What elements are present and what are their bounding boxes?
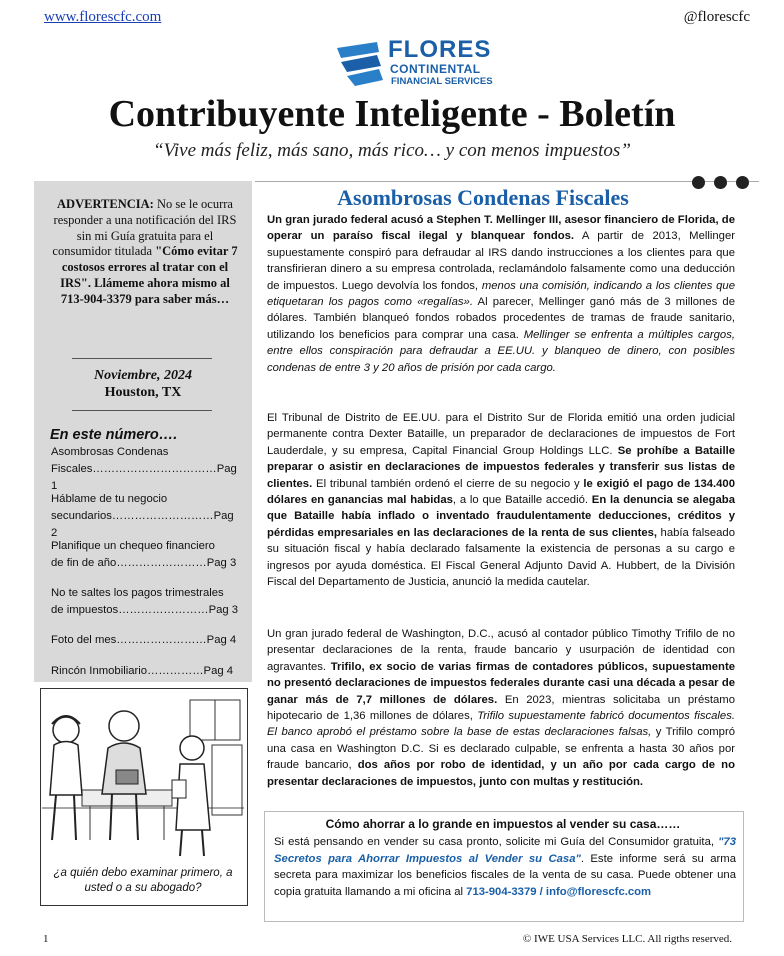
toc-item[interactable]	[51, 632, 239, 649]
copyright-notice: © IWE USA Services LLC. All rigths reserved.	[522, 933, 732, 945]
logo-services: FINANCIAL SERVICES	[391, 76, 493, 87]
article-top-rule	[255, 181, 759, 182]
article-paragraph: Un gran jurado federal acusó a Stephen T. Mellinger III, asesor financiero de Florida, de operar un paraíso fiscal ilegal y blanquear fondos. A partir de 2013, Mellinger supuestamente conspiró para defraudar al IRS dando instrucciones a los clientes para que transfirieran dinero a su empresa controlada, reclamándolo falsamente como una deducción de impuestos. Luego devolvía los fondos, menos una comisión, indicando a los clientes que etiquetaran los pagos como «regalías». Al parecer, Mellinger ganó más de 3 millones de dólares. También blanqueó fondos robados procedentes de tramas de fraude sanitario, utilizando los beneficios para comprar una casa. Mellinger se enfrenta a múltiples cargos, entre ellos conspiración para defraudar a EE.UU. y blanqueo de dinero, con posibles condenas de entre 3 y 20 años de prisión por cada cargo.	[267, 214, 735, 374]
toc-item-page: de fin de año……………………Pag 3	[51, 557, 237, 569]
toc-item[interactable]	[51, 585, 239, 619]
cartoon-caption: ¿a quién debo examinar primero, a usted o a su abogado?	[53, 867, 233, 894]
irs-warning-notice	[50, 197, 240, 308]
issue-location: Houston, TX	[104, 385, 182, 400]
toc-item-title: No te saltes los pagos trimestrales	[51, 587, 224, 599]
article-title: Asombrosas Condenas Fiscales	[337, 185, 629, 210]
sidebar-divider	[72, 358, 212, 359]
contact-link[interactable]: 713-904-3379 / info@florescfc.com	[466, 885, 652, 898]
toc-item[interactable]	[51, 444, 239, 495]
in-this-issue-heading: En este número….	[50, 427, 178, 443]
newsletter-title: Contribuyente Inteligente - Boletín	[108, 93, 676, 135]
sidebar-divider	[72, 410, 212, 411]
promo-text: Si está pensando en vender su casa pronto, solicite mi Guía del Consumidor gratuita, "73 Secretos para Ahorrar Impuestos al Vender su Casa". Este informe será su arma secreta para maximizar los beneficios fiscales de la venta de su casa. Puede obtener una copia gratuita llamando a mi oficina al 713-904-3379 / info@florescfc.com	[274, 836, 736, 898]
toc-item-title: Rincón Inmobiliario……………Pag 4	[51, 665, 234, 677]
toc-item[interactable]	[51, 663, 239, 680]
promo-title: Cómo ahorrar a lo grande en impuestos al vender su casa……	[325, 817, 681, 831]
toc-item-page: Fiscales……………………………Pag 1	[51, 463, 237, 492]
promo-guide-title: "73 Secretos para Ahorrar Impuestos al Vender su Casa"	[274, 836, 736, 865]
article-paragraph: El Tribunal de Distrito de EE.UU. para el Distrito Sur de Florida emitió una orden judicial permanente contra Dexter Bataille, un preparador de declaraciones de impuestos de Fort Lauderdale, y su empresa, Capital Financial Group Holdings LLC. Se prohíbe a Bataille preparar o asistir en declaraciones de impuestos federales y transferir sus listas de clientes. El tribunal también ordenó el cierre de su negocio y le exigió el pago de 134.400 dólares en ganancias mal habidas, a lo que Bataille accedió. En la denuncia se alegaba que Bataille había inflado o inventado fraudulentamente deducciones, créditos y pérdidas empresariales en las declaraciones de la renta de sus clientes, había falseado su situación fiscal y había declarado falsamente la existencia de personas a su cargo e ingresos por ayuda doméstica. El Fiscal General Adjunto David A. Hubbert, de la División Fiscal del Departamento de Justicia, anunció la medida cautelar.	[267, 412, 736, 589]
newsletter-tagline: “Vive más feliz, más sano, más rico… y con menos impuestos”	[153, 140, 631, 161]
toc-item-title: Asombrosas Condenas	[51, 446, 169, 458]
page-number: 1	[43, 933, 49, 945]
toc-item-title: Foto del mes……………………Pag 4	[51, 634, 237, 646]
website-link[interactable]: www.florescfc.com	[44, 9, 162, 25]
logo-name: FLORES	[388, 36, 492, 63]
issue-date: Noviembre, 2024	[94, 368, 192, 383]
warning-guide-title: "Cómo evitar 7 costosos errores al tratar con el IRS"	[60, 244, 238, 290]
toc-item-page: de impuestos……………………Pag 3	[51, 604, 239, 616]
toc-item-title: Háblame de tu negocio	[51, 493, 168, 505]
toc-item[interactable]	[51, 491, 239, 542]
toc-item-page: secundarios………………………Pag 2	[51, 510, 234, 539]
warning-call: . Llámeme ahora mismo al 713-904-3379 para saber más…	[60, 275, 230, 306]
toc-item-title: Planifique un chequeo financiero	[51, 540, 215, 552]
warning-text: No se le ocurra responder a una notificación del IRS sin mi Guía gratuita para el consumidor titulada	[52, 197, 237, 259]
toc-item[interactable]	[51, 538, 239, 572]
article-paragraph: Un gran jurado federal de Washington, D.C., acusó al contador público Timothy Trifilo de no presentar declaraciones de la renta, fraude bancario y usurpación de identidad con agravantes. Trifilo, ex socio de varias firmas de contadores públicos, supuestamente no presentó declaraciones de impuestos federales durante casi una década a pesar de ganar más de 7,7 millones de dólares. En 2023, mientras solicitaba un préstamo hipotecario de 1,36 millones de dólares, Trifilo supuestamente fabricó documentos fiscales. El banco aprobó el préstamo sobre la base de estas declaraciones falsas, y Trifilo compró una casa en Washington D.C. Si es declarado culpable, se enfrenta a hasta 30 años por fraude bancario, dos años por robo de identidad, y un año por cada cargo de no presentar declaraciones de impuestos, junto con multas y restitución.	[267, 628, 736, 788]
social-handle: @florescfc	[683, 9, 750, 25]
logo-mark-icon	[333, 38, 387, 92]
cartoon-illustration-icon	[42, 690, 244, 860]
warning-label: ADVERTENCIA:	[57, 197, 154, 211]
logo-subname: CONTINENTAL	[390, 62, 481, 76]
